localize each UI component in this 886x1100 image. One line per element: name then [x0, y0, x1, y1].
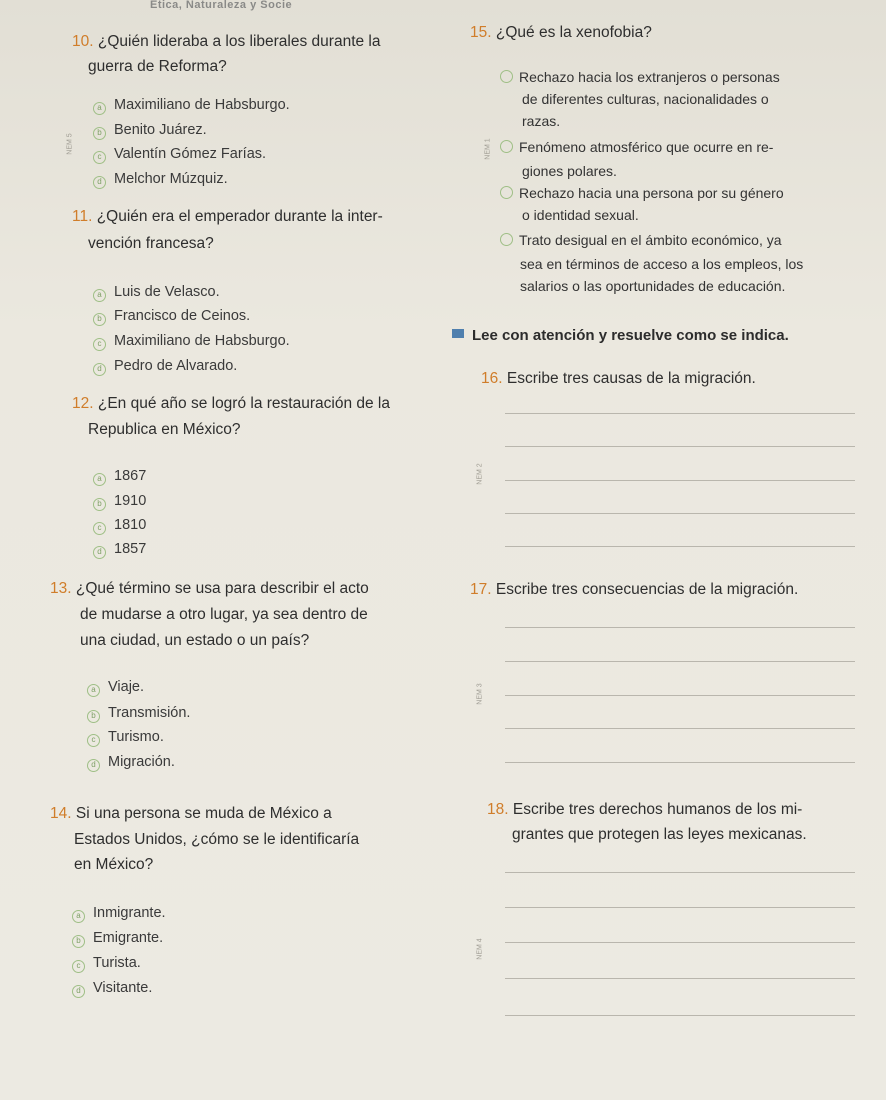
option-label: Pedro de Alvarado.: [114, 358, 238, 374]
option-line: Rechazo hacia los extranjeros o personas: [519, 69, 780, 85]
radio-d-icon[interactable]: d: [93, 546, 106, 559]
question-title: ¿Qué es la xenofobia?: [495, 24, 652, 41]
question-number: 13.: [50, 580, 72, 597]
question-text-line: una ciudad, un estado o un país?: [80, 632, 310, 649]
question-text-line: Estados Unidos, ¿cómo se le identificaría: [74, 831, 360, 848]
answer-line[interactable]: [505, 872, 855, 873]
question-13: [50, 577, 369, 600]
option-label: Migración.: [108, 754, 175, 770]
answer-line[interactable]: [505, 513, 855, 514]
margin-code: NEM 4: [476, 938, 484, 960]
option-a[interactable]: [72, 905, 166, 923]
question-text-line: de mudarse a otro lugar, ya sea dentro de: [80, 606, 368, 623]
radio-d-icon[interactable]: d: [72, 985, 85, 998]
option-label: Maximiliano de Habsburgo.: [114, 97, 290, 113]
margin-code: NEM 2: [476, 463, 484, 485]
option-a[interactable]: [93, 284, 220, 302]
question-text-line: ¿En qué año se logró la restauración de la: [97, 395, 390, 412]
radio-a-icon[interactable]: a: [93, 102, 106, 115]
question-text-line: Si una persona se muda de México a: [75, 805, 332, 822]
answer-line[interactable]: [505, 480, 855, 481]
radio-b-icon[interactable]: b: [93, 313, 106, 326]
option-line: Fenómeno atmosférico que ocurre en re-: [519, 139, 774, 155]
question-number: 17.: [470, 581, 492, 598]
question-text-line: guerra de Reforma?: [88, 58, 227, 75]
option-d[interactable]: [87, 754, 175, 772]
answer-line[interactable]: [505, 546, 855, 547]
question-14: [50, 802, 332, 825]
question-text-line: vención francesa?: [88, 235, 214, 252]
margin-code: NEM 1: [484, 138, 492, 160]
option-b[interactable]: [93, 308, 250, 326]
question-11: [72, 205, 383, 228]
radio-c-icon[interactable]: c: [93, 151, 106, 164]
question-16: [481, 367, 756, 390]
option-d[interactable]: [93, 541, 146, 559]
radio-a-icon[interactable]: a: [93, 289, 106, 302]
question-number: 11.: [72, 208, 93, 225]
question-text-line: grantes que protegen las leyes mexicanas.: [512, 826, 807, 843]
question-number: 12.: [72, 395, 94, 412]
option-label: Turismo.: [108, 729, 164, 745]
question-text: Escribe tres causas de la migración.: [506, 370, 756, 387]
answer-line[interactable]: [505, 978, 855, 979]
option-label: 1810: [114, 517, 147, 533]
section-heading: [452, 327, 789, 344]
answer-line[interactable]: [505, 942, 855, 943]
option-line: o identidad sexual.: [522, 207, 639, 223]
radio-b-icon[interactable]: [500, 140, 513, 153]
answer-line[interactable]: [505, 762, 855, 763]
option-c[interactable]: [87, 729, 164, 747]
option-label: Luis de Velasco.: [114, 284, 220, 300]
option-label: Viaje.: [108, 679, 145, 695]
radio-b-icon[interactable]: b: [93, 498, 106, 511]
radio-d-icon[interactable]: d: [93, 363, 106, 376]
option-b[interactable]: [87, 705, 190, 723]
question-text-line: Escribe tres derechos humanos de los mi-: [512, 801, 803, 818]
option-c[interactable]: [72, 955, 141, 973]
question-text-line: en México?: [74, 856, 154, 873]
radio-b-icon[interactable]: b: [72, 935, 85, 948]
radio-b-icon[interactable]: b: [87, 710, 100, 723]
question-10: [72, 30, 381, 53]
option-a[interactable]: [93, 468, 146, 486]
option-label: Maximiliano de Habsburgo.: [114, 333, 290, 349]
radio-a-icon[interactable]: a: [93, 473, 106, 486]
radio-a-icon[interactable]: a: [72, 910, 85, 923]
radio-c-icon[interactable]: c: [93, 338, 106, 351]
option-c[interactable]: [93, 146, 266, 164]
answer-line[interactable]: [505, 907, 855, 908]
option-d[interactable]: [72, 980, 152, 998]
option-label: Benito Juárez.: [114, 122, 207, 138]
option-label: Emigrante.: [93, 930, 164, 946]
radio-d-icon[interactable]: [500, 233, 513, 246]
section-heading-text: Lee con atención y resuelve como se indica.: [472, 327, 789, 344]
option-d[interactable]: [93, 171, 228, 189]
option-label: Francisco de Ceinos.: [114, 308, 251, 324]
option-b[interactable]: [72, 930, 163, 948]
option-label: Visitante.: [93, 980, 153, 996]
page-header: Ética, Naturaleza y Socie: [150, 0, 293, 11]
answer-line[interactable]: [505, 446, 855, 447]
option-label: Melchor Múzquiz.: [114, 171, 228, 187]
question-number: 14.: [50, 805, 72, 822]
option-label: 1857: [114, 541, 147, 557]
radio-a-icon[interactable]: a: [87, 684, 100, 697]
question-18: [487, 798, 802, 821]
question-text-line: ¿Quién lideraba a los liberales durante la: [97, 33, 381, 50]
option-a[interactable]: [500, 67, 780, 88]
radio-a-icon[interactable]: [500, 70, 513, 83]
option-c[interactable]: [93, 517, 146, 535]
option-line: Rechazo hacia una persona por su género: [519, 185, 784, 201]
option-d[interactable]: [93, 358, 237, 376]
question-text-line: ¿Quién era el emperador durante la inter-: [96, 208, 383, 225]
radio-b-icon[interactable]: b: [93, 127, 106, 140]
radio-d-icon[interactable]: d: [87, 759, 100, 772]
square-bullet-icon: [452, 329, 464, 338]
margin-code: NEM 5: [66, 133, 74, 155]
option-a[interactable]: [87, 679, 144, 697]
question-number: 16.: [481, 370, 503, 387]
answer-line[interactable]: [505, 728, 855, 729]
answer-line[interactable]: [505, 413, 855, 414]
answer-line[interactable]: [505, 627, 855, 628]
option-label: 1910: [114, 493, 147, 509]
answer-line[interactable]: [505, 661, 855, 662]
question-text: Escribe tres consecuencias de la migración.: [495, 581, 799, 598]
question-text-line: Republica en México?: [88, 421, 241, 438]
option-line: Trato desigual en el ámbito económico, ya: [519, 232, 782, 248]
option-label: Turista.: [93, 955, 141, 971]
question-15: [470, 21, 652, 44]
question-number: 15.: [470, 24, 492, 41]
option-b[interactable]: [500, 137, 773, 158]
option-b[interactable]: [93, 493, 146, 511]
option-b[interactable]: [93, 122, 207, 140]
radio-c-icon[interactable]: [500, 186, 513, 199]
option-label: Valentín Gómez Farías.: [114, 146, 267, 162]
radio-c-icon[interactable]: c: [72, 960, 85, 973]
option-line: salarios o las oportunidades de educación.: [520, 278, 786, 294]
margin-code: NEM 3: [476, 683, 484, 705]
option-d[interactable]: [500, 230, 782, 251]
option-c[interactable]: [500, 183, 784, 204]
radio-c-icon[interactable]: c: [87, 734, 100, 747]
question-number: 18.: [487, 801, 509, 818]
option-c[interactable]: [93, 333, 290, 351]
option-line: giones polares.: [522, 163, 617, 179]
option-label: Transmisión.: [108, 705, 191, 721]
option-line: razas.: [522, 113, 561, 129]
question-number: 10.: [72, 33, 94, 50]
option-line: de diferentes culturas, nacionalidades o: [522, 91, 769, 107]
option-a[interactable]: [93, 97, 290, 115]
answer-line[interactable]: [505, 695, 855, 696]
answer-line[interactable]: [505, 1015, 855, 1016]
radio-c-icon[interactable]: c: [93, 522, 106, 535]
question-17: [470, 578, 798, 601]
question-12: [72, 392, 390, 415]
option-line: sea en términos de acceso a los empleos, los: [520, 256, 804, 272]
option-label: 1867: [114, 468, 147, 484]
option-label: Inmigrante.: [93, 905, 166, 921]
radio-d-icon[interactable]: d: [93, 176, 106, 189]
question-text-line: ¿Qué término se usa para describir el acto: [75, 580, 369, 597]
